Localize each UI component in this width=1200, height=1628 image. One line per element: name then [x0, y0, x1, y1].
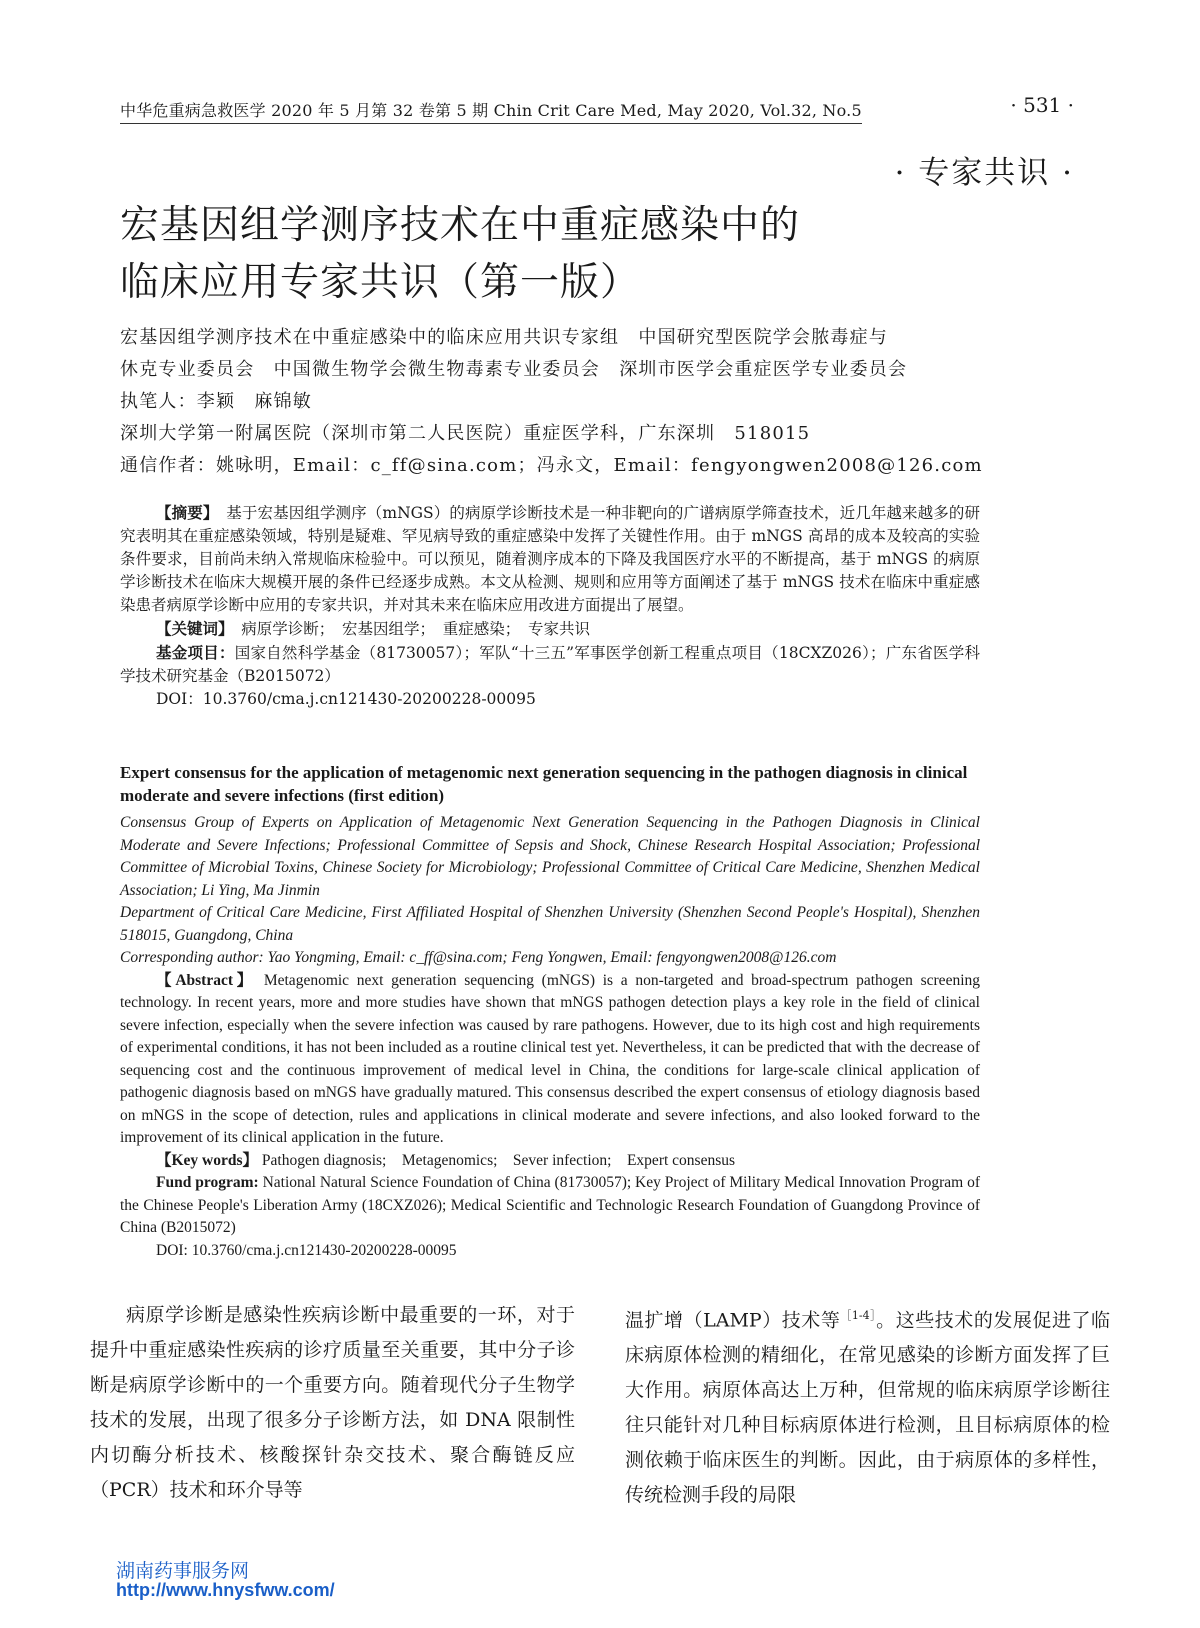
en-fund: [120, 1172, 980, 1240]
en-abstract-paragraph: [120, 970, 980, 1150]
body-text-pre: 温扩增（LAMP）技术等: [625, 1309, 841, 1332]
citation: ［1-4］: [840, 1309, 877, 1322]
en-fund-label: Fund program:: [156, 1174, 259, 1191]
writers: 执笔人：李颖 麻锦敏: [120, 391, 312, 412]
en-doi: DOI: 10.3760/cma.j.cn121430-20200228-00095: [156, 1241, 457, 1259]
watermark-site-name[interactable]: 湖南药事服务网: [116, 1560, 250, 1582]
cn-fund: [120, 641, 980, 688]
cn-keywords: [120, 617, 980, 641]
body-paragraph-2: [625, 1298, 1110, 1513]
en-keywords-label: 【Key words】: [156, 1151, 259, 1169]
en-keywords-text: Pathogen diagnosis; Metagenomics; Sever infection; Expert consensus: [261, 1151, 736, 1169]
cn-fund-text: 国家自然科学基金（81730057）；军队“十三五”军事医学创新工程重点项目（18CXZ026）；广东省医学科学技术研究基金（B2015072）: [120, 644, 980, 685]
cn-abstract-text: 基于宏基因组学测序（mNGS）的病原学诊断技术是一种非靶向的广谱病原学筛查技术，近几年越来越多的研究表明其在重症感染领域，特别是疑难、罕见病导致的重症感染中发挥了关键性作用。由于 mNGS 高昂的成本及较高的实验条件要求，目前尚未纳入常规临床检验中。可以预见，随着测序成本的下降及我国医疗水平的不断提高，基于 mNGS 的病原学诊断技术在临床大规模开展的条件已经逐步成熟。本文从检测、规则和应用等方面阐述了基于 mNGS 技术在临床中重症感染患者病原学诊断中应用的专家共识，并对其未来在临床应用改进方面提出了展望。: [120, 504, 980, 614]
article-title: [120, 197, 940, 311]
title-line-1: 宏基因组学测序技术在中重症感染中的: [120, 203, 801, 248]
authors-line-1: 宏基因组学测序技术在中重症感染中的临床应用共识专家组 中国研究型医院学会脓毒症与: [120, 327, 888, 348]
watermark-site-url[interactable]: http://www.hnysfww.com/: [116, 1580, 335, 1600]
cn-fund-label: 基金项目：: [156, 643, 235, 662]
en-department: Department of Critical Care Medicine, First Affiliated Hospital of Shenzhen University (Shenzhen Second People's Hospital), Shenzhen 518015, Guangdong, China: [120, 904, 980, 944]
body-text: [90, 1298, 1110, 1513]
body-column-left: [90, 1298, 575, 1513]
body-paragraph-1: 病原学诊断是感染性疾病诊断中最重要的一环，对于提升中重症感染性疾病的诊疗质量至关重要，其中分子诊断是病原学诊断中的一个重要方向。随着现代分子生物学技术的发展，出现了很多分子诊断方法，如 DNA 限制性内切酶分析技术、核酸探针杂交技术、聚合酶链反应（PCR）技术和环介导等: [90, 1304, 575, 1501]
cn-doi: DOI：10.3760/cma.j.cn121430-20200228-00095: [156, 690, 536, 708]
body-text-post: 。这些技术的发展促进了临床病原体检测的精细化，在常见感染的诊断方面发挥了巨大作用。病原体高达上万种，但常规的临床病原学诊断往往只能针对几种目标病原体进行检测，且目标病原体的检测依赖于临床医生的判断。因此，由于病原体的多样性，传统检测手段的局限: [625, 1309, 1111, 1507]
cn-keywords-label: 【关键词】: [156, 619, 226, 638]
correspondence: 通信作者：姚咏明，Email：c_ff@sina.com；冯永文，Email：fengyongwen2008@126.com: [120, 455, 983, 476]
cn-abstract-label: 【摘要】: [156, 503, 211, 522]
body-column-right: [625, 1298, 1110, 1513]
en-fund-text: National Natural Science Foundation of China (81730057); Key Project of Military Medical Innovation Program of the Chinese People's Liberation Army (18CXZ026); Medical Scientific and Technologic Research Foundation of Guangdong Province of China (B2015072): [120, 1174, 981, 1236]
en-abstract-text: Metagenomic next generation sequencing (mNGS) is a non-targeted and broad-spectrum pathogen screening technology. In recent years, more and more studies have shown that mNGS pathogen detection plays a key role in the field of clinical severe infection, especially when the severe infection was caused by rare pathogens. However, due to its high cost and high requirements of experimental conditions, it has not been included as a routine clinical test yet. Nevertheless, it can be predicted that with the decrease of sequencing cost and the continuous improvement of medical level in China, the conditions for large-scale clinical application of pathogenic diagnosis based on mNGS have gradually matured. This consensus described the expert consensus of etiology diagnosis based on mNGS in the scope of detection, rules and applications in clinical moderate and severe infections, and also looked forward to the improvement of its clinical application in the future.: [120, 971, 981, 1146]
title-line-2: 临床应用专家共识（第一版）: [120, 260, 641, 305]
en-abstract-label: 【Abstract】: [156, 971, 257, 989]
section-label: · 专家共识 ·: [894, 155, 1074, 191]
cn-abstract-paragraph: [120, 501, 980, 617]
en-authors: Consensus Group of Experts on Application of Metagenomic Next Generation Sequencing in the Pathogen Diagnosis in Clinical Moderate and Severe Infections; Professional Committee of Sepsis and Shock, Chinese Research Hospital Association; Professional Committee of Microbial Toxins, Chinese Society for Microbiology; Professional Committee of Critical Care Medicine, Shenzhen Medical Association; Li Ying, Ma Jinmin: [120, 814, 980, 899]
english-title: Expert consensus for the application of metagenomic next generation sequencing in the pathogen diagnosis in clinical moderate and severe infections (first edition): [120, 763, 968, 805]
en-corresponding: Corresponding author: Yao Yongming, Email: c_ff@sina.com; Feng Yongwen, Email: fengyongwen2008@126.com: [120, 949, 837, 966]
authors-line-2: 休克专业委员会 中国微生物学会微生物毒素专业委员会 深圳市医学会重症医学专业委员会: [120, 359, 908, 380]
chinese-abstract: [120, 501, 980, 711]
page-number: · 531 ·: [1010, 93, 1074, 117]
running-head: 中华危重病急救医学 2020 年 5 月第 32 卷第 5 期 Chin Crit Care Med, May 2020, Vol.32, No.5: [120, 98, 862, 124]
cn-keywords-text: 病原学诊断； 宏基因组学； 重症感染； 专家共识: [241, 620, 591, 638]
institution: 深圳大学第一附属医院（深圳市第二人民医院）重症医学科，广东深圳 518015: [120, 423, 811, 444]
en-keywords: [120, 1150, 980, 1173]
author-affiliations: [120, 322, 983, 482]
english-abstract: [120, 812, 980, 1262]
